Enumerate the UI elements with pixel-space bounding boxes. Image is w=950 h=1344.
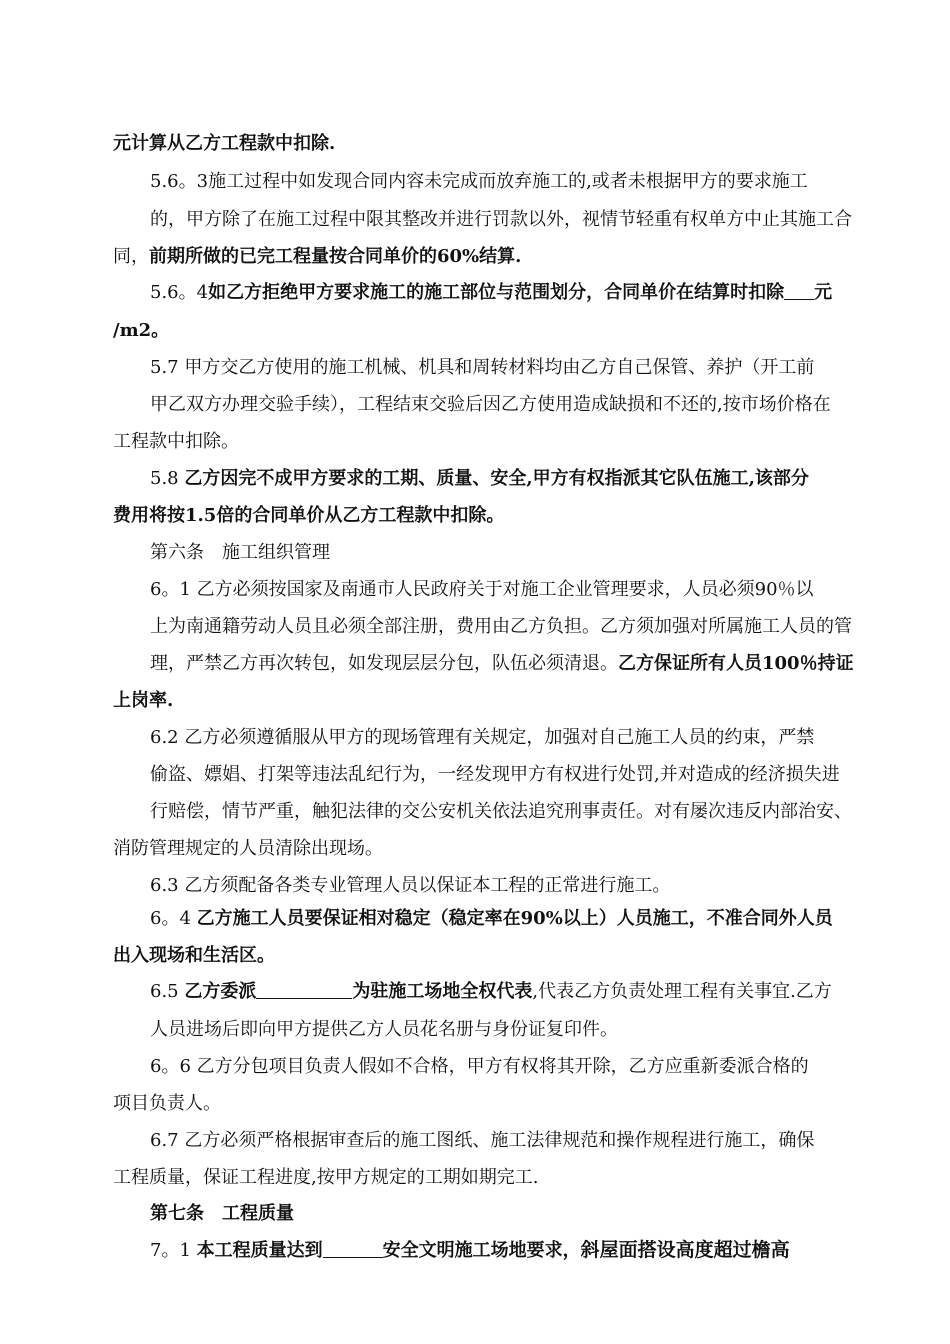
text-line (150, 170, 808, 194)
text-segment: 6。4 (150, 908, 197, 929)
bold-text: 元计算从乙方工程款中扣除. (113, 133, 336, 154)
text-segment: ,代表乙方负责处理工程有关事宜.乙方 (532, 981, 832, 1002)
bold-text: 乙方施工人员要保证相对稳定（稳定率在90%以上）人员施工，不准合同外人员 (196, 908, 833, 929)
text-line (113, 944, 275, 968)
text-segment: 5.6。3施工过程中如发现合同内容未完成而放弃施工的,或者未根据甲方的要求施工 (150, 171, 808, 192)
bold-text: 如乙方拒绝甲方要求施工的施工部位与范围划分，合同单价在结算时扣除 (208, 282, 785, 303)
text-segment: 7。1 (150, 1240, 197, 1261)
text-line (150, 467, 809, 491)
text-line (150, 356, 814, 380)
text-segment: 理，严禁乙方再次转包，如发现层层分包，队伍必须清退。 (150, 653, 618, 674)
text-line (150, 874, 670, 898)
text-line (150, 281, 832, 305)
text-segment: 5.6。4 (150, 282, 209, 303)
bold-text: /m2。 (113, 320, 170, 341)
text-line (113, 132, 335, 156)
text-segment: 6。1 乙方必须按国家及南通市人民政府关于对施工企业管理要求，人员必须90％以 (150, 579, 814, 600)
text-segment: 消防管理规定的人员清除出现场。 (113, 838, 383, 859)
text-line (150, 763, 840, 787)
text-segment: 5.7 甲方交乙方使用的施工机械、机具和周转材料均由乙方自己保管、养护（开工前 (150, 357, 815, 378)
text-line (113, 245, 521, 269)
bold-text: 斜屋面搭设高度超过檐高 (580, 1239, 790, 1261)
bold-text: 上岗率. (113, 690, 174, 711)
text-line (150, 208, 852, 232)
text-line (150, 541, 330, 565)
text-line (113, 504, 504, 528)
text-segment: 上为南通籍劳动人员且必须全部注册，费用由乙方负担。乙方须加强对所属施工人员的管 (150, 616, 852, 637)
bold-text: 费用将按1.5倍的合同单价从乙方工程款中扣除。 (113, 505, 505, 526)
text-line (150, 1055, 809, 1079)
text-line (150, 393, 831, 417)
text-line (113, 837, 383, 861)
text-segment: 工程款中扣除。 (113, 431, 239, 452)
bold-text: 乙方委派 (184, 981, 257, 1002)
text-line (150, 980, 832, 1004)
text-segment: 的，甲方除了在施工过程中限其整改并进行罚款以外，视情节轻重有权单方中止其施工合 (150, 209, 852, 230)
bold-text: 为驻施工场地全权代表 (352, 981, 533, 1002)
text-line (150, 1238, 790, 1263)
text-segment: 6.7 乙方必须严格根据审查后的施工图纸、施工法律规范和操作规程进行施工，确保 (150, 1130, 815, 1151)
text-segment: 6.2 乙方必须遵循服从甲方的现场管理有关规定，加强对自己施工人员的约束，严禁 (150, 727, 815, 748)
text-line (113, 319, 169, 343)
bold-text: 乙方保证所有人员100％持证 (618, 653, 854, 674)
bold-text: 前期所做的已完工程量按合同单价的60%结算. (149, 246, 522, 267)
text-line (150, 1018, 618, 1042)
text-segment: 项目负责人。 (113, 1093, 221, 1114)
text-line (113, 689, 173, 713)
text-segment: 甲乙双方办理交验手续），工程结束交验后因乙方使用造成缺损和不还的,按市场价格在 (150, 394, 831, 415)
text-segment: 6。6 乙方分包项目负责人假如不合格，甲方有权将其开除，乙方应重新委派合格的 (150, 1056, 809, 1077)
bold-text: 安全文明施工场地要求， (382, 1240, 581, 1261)
text-line (150, 1202, 294, 1226)
blank-underline (784, 281, 814, 300)
text-line (150, 726, 814, 750)
text-line (113, 430, 239, 454)
text-segment: 第六条 施工组织管理 (150, 542, 330, 563)
text-segment: 6.5 (150, 981, 185, 1002)
text-line (150, 652, 854, 676)
text-line (113, 1092, 221, 1116)
text-segment: 6.3 乙方须配备各类专业管理人员以保证本工程的正常进行施工。 (150, 875, 671, 896)
text-line (150, 907, 833, 931)
text-segment: 5.8 (150, 468, 185, 489)
blank-underline (256, 980, 352, 999)
bold-text: 乙方因完不成甲方要求的工期、质量、安全,甲方有权指派其它队伍施工,该部分 (184, 468, 809, 489)
text-segment: 工程质量，保证工程进度,按甲方规定的工期如期完工. (113, 1167, 539, 1188)
text-segment: 同， (113, 246, 149, 267)
text-segment: 偷盗、嫖娼、打架等违法乱纪行为，一经发现甲方有权进行处罚,并对造成的经济损失进 (150, 764, 840, 785)
text-line (150, 800, 852, 824)
text-line (150, 578, 814, 602)
text-line (150, 1129, 814, 1153)
bold-text: 元 (814, 282, 833, 303)
bold-text: 出入现场和生活区。 (113, 945, 275, 966)
text-segment: 人员进场后即向甲方提供乙方人员花名册与身份证复印件。 (150, 1019, 618, 1040)
bold-text: 本工程质量达到 (196, 1240, 323, 1261)
text-segment: 行赔偿，情节严重，触犯法律的交公安机关依法追究刑事责任。对有屡次违反内部治安、 (150, 801, 852, 822)
text-line (150, 615, 852, 639)
blank-underline (323, 1239, 383, 1258)
text-line (113, 1166, 538, 1190)
bold-text: 第七条 工程质量 (150, 1203, 294, 1224)
